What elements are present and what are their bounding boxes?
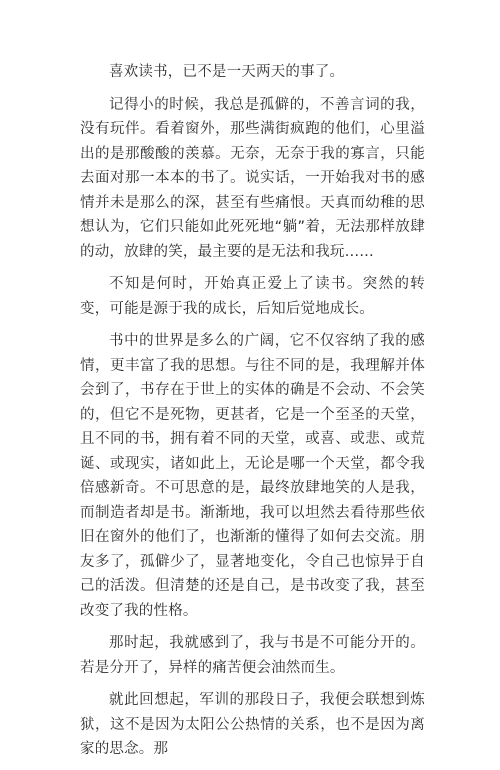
paragraph-3: 不知是何时，开始真正爱上了读书。突然的转变，可能是源于我的成长，后知后觉地成长。	[80, 276, 425, 317]
paragraph-5: 那时起，我就感到了，我与书是不可能分开的。若是分开了，异样的痛苦便会油然而生。	[80, 635, 425, 676]
paragraph-1: 喜欢读书，已不是一天两天的事了。	[109, 64, 345, 80]
article-body	[80, 60, 425, 770]
paragraph-4: 书中的世界是多么的广阔，它不仅容纳了我的感情，更丰富了我的思想。与往不同的是，我理解并体会到了，书存在于世上的实体的确是不会动、不会笑的，但它不是死物，更甚者，它是一个至圣的天堂，且不同的书，拥有着不同的天堂，或喜、或悲、或荒诞、或现实，诸如此上，无论是哪一个天堂，都令我倍感新奇。不可思意的是，最终放肆地笑的人是我，而制造者却是书。渐渐地，我可以坦然去看待那些依旧在窗外的他们了，也渐渐的懂得了如何去交流。朋友多了，孤僻少了，显著地变化，令自己也惊异于自己的活泼。但清楚的还是自己，是书改变了我，甚至改变了我的性格。	[80, 333, 425, 619]
paragraph-6: 就此回想起，军训的那段日子，我便会联想到炼狱，这不是因为太阳公公热情的关系，也不是因为离家的思念。那	[80, 692, 425, 757]
paragraph-2: 记得小的时候，我总是孤僻的，不善言词的我，没有玩伴。看着窗外，那些满街疯跑的他们，心里溢出的是那酸酸的羡慕。无奈，无奈于我的寡言，只能去面对那一本本的书了。说实话，一开始我对书的感情并未是那么的深，甚至有些痛恨。天真而幼稚的思想认为，它们只能如此死死地“躺”着，无法那样放肆的动，放肆的笑，最主要的是无法和我玩……	[80, 96, 425, 260]
